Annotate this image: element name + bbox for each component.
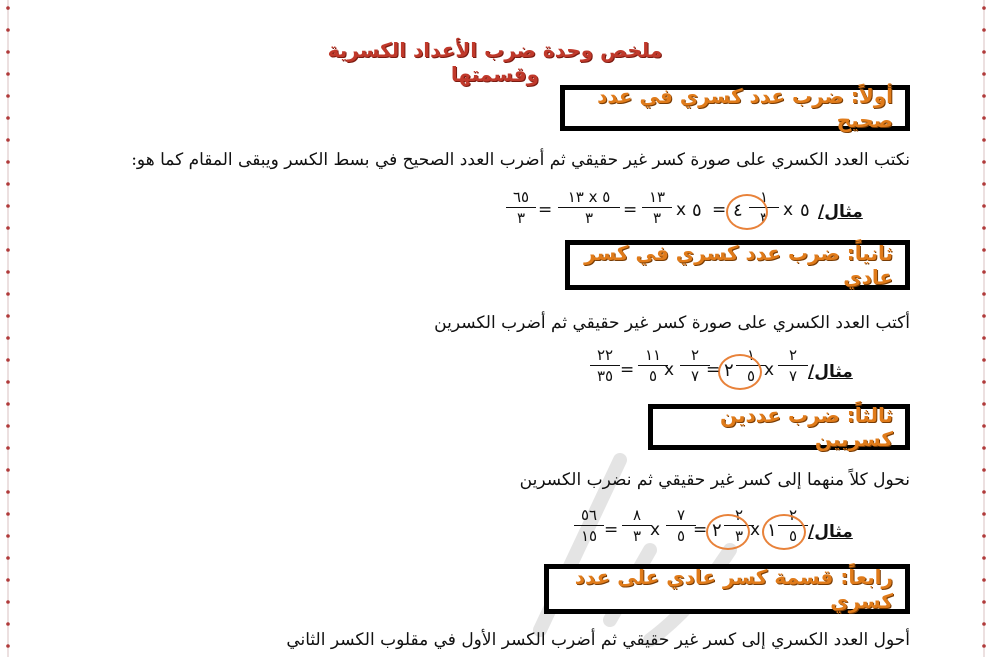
highlight-circle (706, 514, 750, 550)
page-title: ملخص وحدة ضرب الأعداد الكسرية وقسمتها (327, 38, 663, 86)
times-operator: x (664, 360, 675, 380)
mixed-whole-part: ٢ (724, 360, 734, 381)
improper-fraction: ٨ ٣ (620, 506, 654, 545)
result-fraction: ٦٥ ٣ (504, 188, 538, 227)
equals-operator: = (706, 360, 721, 380)
section-heading-box-3 (648, 404, 910, 450)
section-text-4: أحول العدد الكسري إلى كسر غير حقيقي ثم أضرب الكسر الأول في مقلوب الكسر الثاني (286, 630, 910, 650)
section-heading-4: رابعاً: قسمة كسر عادي على عدد كسري (574, 565, 893, 613)
product-fraction: ١٣ x ٥ ٣ (556, 188, 622, 227)
improper-fraction: ٢ ٧ (678, 346, 712, 385)
mixed-fraction-part: ٢ ٥ (776, 506, 810, 545)
section-heading-3: ثالثاً: ضرب عددين كسريين (720, 403, 893, 451)
times-operator: x (650, 520, 661, 540)
right-decorative-border (976, 0, 992, 657)
section-heading-box-4 (544, 564, 910, 614)
whole-number: ٥ (800, 200, 810, 221)
mixed-whole-part: ٢ (712, 520, 722, 541)
improper-fraction: ١٣ ٣ (640, 188, 674, 227)
section-heading-1: أولاً: ضرب عدد كسري في عدد صحيح (597, 84, 893, 132)
example-label-2: مثال/ (808, 362, 853, 382)
section-text-3: نحول كلاً منهما إلى كسر غير حقيقي ثم نضرب الكسرين (519, 470, 910, 490)
mixed-whole-part: ١ (767, 520, 777, 541)
example-label-3: مثال/ (808, 522, 853, 542)
highlight-circle (762, 514, 806, 550)
mixed-fraction-part: ١ ٥ (734, 346, 768, 385)
result-fraction: ٥٦ ١٥ (572, 506, 606, 545)
equals-operator: = (604, 520, 619, 540)
equals-operator: = (693, 520, 708, 540)
left-decorative-border (0, 0, 16, 657)
proper-fraction: ٢ ٧ (776, 346, 810, 385)
section-heading-2: ثانياً: ضرب عدد كسري في كسر عادي (584, 241, 893, 289)
section-heading-box-2 (565, 240, 910, 290)
times-operator: x (750, 520, 761, 540)
mixed-fraction-part: ٢ ٣ (722, 506, 756, 545)
section-text-2: أكتب العدد الكسري على صورة كسر غير حقيقي ثم أضرب الكسرين (434, 313, 910, 333)
section-heading-box-1 (560, 85, 910, 131)
result-fraction: ٢٢ ٣٥ (588, 346, 622, 385)
example-label-1: مثال/ (818, 202, 863, 222)
highlight-circle (718, 354, 762, 390)
whole-number: ٥ (692, 200, 702, 221)
highlight-circle (726, 194, 768, 230)
section-text-1: نكتب العدد الكسري على صورة كسر غير حقيقي ثم أضرب العدد الصحيح في بسط الكسر ويبقى المقام كما هو: (131, 150, 910, 170)
times-operator: x (764, 360, 775, 380)
equals-operator: = (712, 200, 727, 220)
equals-operator: = (620, 360, 635, 380)
mixed-fraction-part: ١ ٣ (747, 188, 781, 227)
times-operator: x (783, 200, 794, 220)
improper-fraction: ٧ ٥ (664, 506, 698, 545)
improper-fraction: ١١ ٥ (636, 346, 670, 385)
times-operator: x (676, 200, 687, 220)
mixed-whole-part: ٤ (733, 200, 743, 221)
equals-operator: = (623, 200, 638, 220)
equals-operator: = (538, 200, 553, 220)
